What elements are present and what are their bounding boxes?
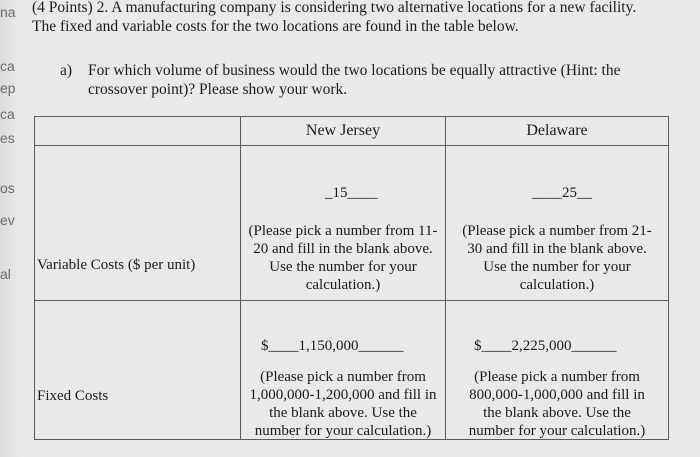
note-line: 1,000,000-1,200,000 and fill in [249, 387, 437, 403]
header-empty-cell [35, 117, 241, 146]
variable-costs-label-cell [35, 146, 241, 301]
note-line: Use the number for your [483, 259, 631, 275]
costs-table [34, 116, 669, 440]
note-line: 20 and fill in the blank above. [253, 241, 433, 257]
edge-fragment: os [0, 180, 15, 196]
header-cell-delaware [446, 117, 669, 146]
edge-fragment: ev [0, 212, 15, 228]
table-header-row [35, 117, 669, 146]
question-header-line: The fixed and variable costs for the two locations are found in the table below. [32, 18, 519, 35]
part-a-line: crossover point)? Please show your work. [88, 81, 348, 98]
note-line: calculation.) [519, 277, 595, 293]
fixed-costs-label: Fixed Costs [37, 388, 109, 404]
edge-fragment: es [0, 130, 15, 146]
variable-cost-nj-input[interactable]: _15____ [325, 185, 378, 201]
note-line: calculation.) [305, 277, 381, 293]
note-line: 30 and fill in the blank above. [467, 241, 647, 257]
header-new-jersey: New Jersey [305, 122, 381, 139]
table-row-fixed-costs [35, 301, 669, 440]
note-line: (Please pick a number from 11- [248, 223, 438, 239]
part-a-text [88, 61, 678, 99]
fixed-cost-de-note [446, 368, 668, 440]
header-delaware: Delaware [526, 122, 588, 139]
note-line: number for your calculation.) [468, 423, 646, 439]
edge-fragment: ca [0, 58, 15, 74]
part-a-line: For which volume of business would the two locations be equally attractive (Hint: the [88, 62, 621, 79]
part-label: a) [60, 62, 73, 79]
note-line: the blank above. Use the [483, 405, 631, 421]
variable-cost-nj-cell [241, 146, 446, 301]
fixed-cost-de-input[interactable]: $____2,225,000______ [474, 338, 617, 354]
cropped-left-edge [0, 0, 20, 457]
variable-cost-de-note [446, 222, 668, 294]
note-line: the blank above. Use the [269, 405, 417, 421]
variable-cost-de-cell [446, 146, 669, 301]
fixed-cost-nj-input[interactable]: $____1,150,000______ [261, 338, 404, 354]
fixed-costs-label-cell [35, 301, 241, 440]
note-line: (Please pick a number from 21- [462, 223, 652, 239]
table-row-variable-costs [35, 146, 669, 301]
fixed-cost-de-cell [446, 301, 669, 440]
variable-cost-de-input[interactable]: ____25__ [532, 185, 592, 201]
note-line: Use the number for your [269, 259, 417, 275]
note-line: number for your calculation.) [254, 423, 432, 439]
edge-fragment: ep [0, 80, 16, 96]
edge-fragment: al [0, 266, 11, 282]
fixed-cost-nj-note [241, 368, 445, 440]
note-line: (Please pick a number from [474, 369, 640, 385]
edge-fragment: ca [0, 106, 15, 122]
question-header [32, 0, 700, 36]
note-line: 800,000-1,000,000 and fill in [469, 387, 645, 403]
header-cell-new-jersey [241, 117, 446, 146]
note-line: (Please pick a number from [260, 369, 426, 385]
edge-fragment: na [0, 4, 16, 20]
fixed-cost-nj-cell [241, 301, 446, 440]
variable-costs-label: Variable Costs ($ per unit) [37, 257, 196, 273]
variable-cost-nj-note [241, 222, 445, 294]
question-header-line: (4 Points) 2. A manufacturing company is considering two alternative locations for a new facility. [32, 0, 637, 16]
